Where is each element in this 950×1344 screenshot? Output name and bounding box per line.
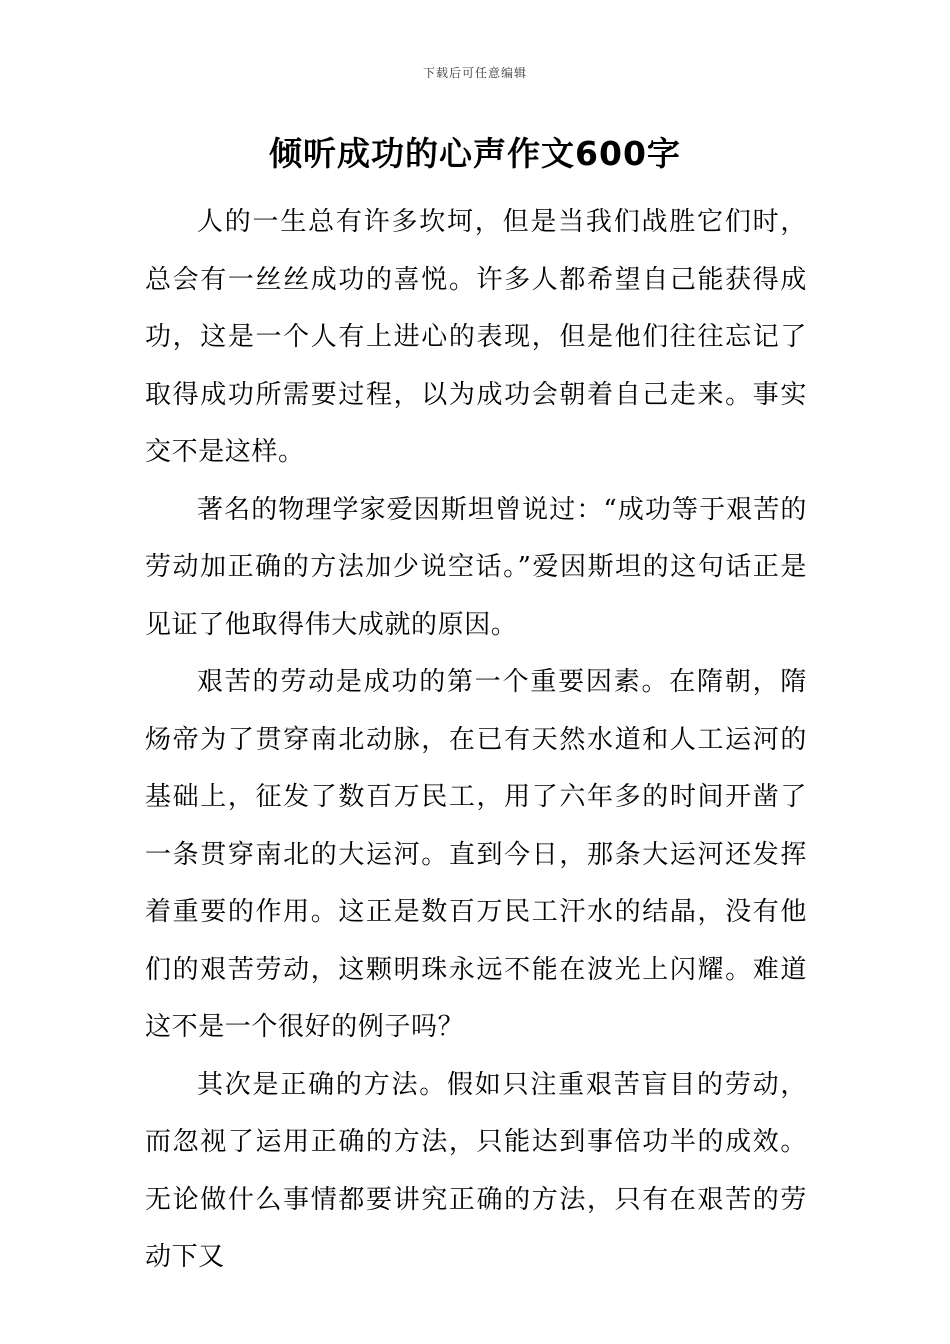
header-note: 下载后可任意编辑 xyxy=(422,66,527,80)
paragraph-3: 艰苦的劳动是成功的第一个重要因素。在隋朝，隋炀帝为了贯穿南北动脉，在已有天然水道和人工运河的基础上，征发了数百万民工，用了六年多的时间开凿了一条贯穿南北的大运河。直到今日，那条大运河还发挥着重要的作用。这正是数百万民工汗水的结晶，没有他们的艰苦劳动，这颗明珠永远不能在波光上闪耀。难道这不是一个很好的例子吗？ xyxy=(145,667,807,1042)
page-title: 倾听成功的心声作文600字 xyxy=(269,134,681,173)
paragraph-2: 著名的物理学家爱因斯坦曾说过：“成功等于艰苦的劳动加正确的方法加少说空话。”爱因斯坦的这句话正是见证了他取得伟大成就的原因。 xyxy=(145,494,807,640)
paragraph-1: 人的一生总有许多坎坷，但是当我们战胜它们时，总会有一丝丝成功的喜悦。许多人都希望自己能获得成功，这是一个人有上进心的表现，但是他们往往忘记了取得成功所需要过程，以为成功会朝着自己走来。事实交不是这样。 xyxy=(145,207,807,467)
article-body xyxy=(145,194,807,1287)
paragraph-4: 其次是正确的方法。假如只注重艰苦盲目的劳动，而忽视了运用正确的方法，只能达到事倍功半的成效。无论做什么事情都要讲究正确的方法，只有在艰苦的劳动下又 xyxy=(145,1069,807,1272)
